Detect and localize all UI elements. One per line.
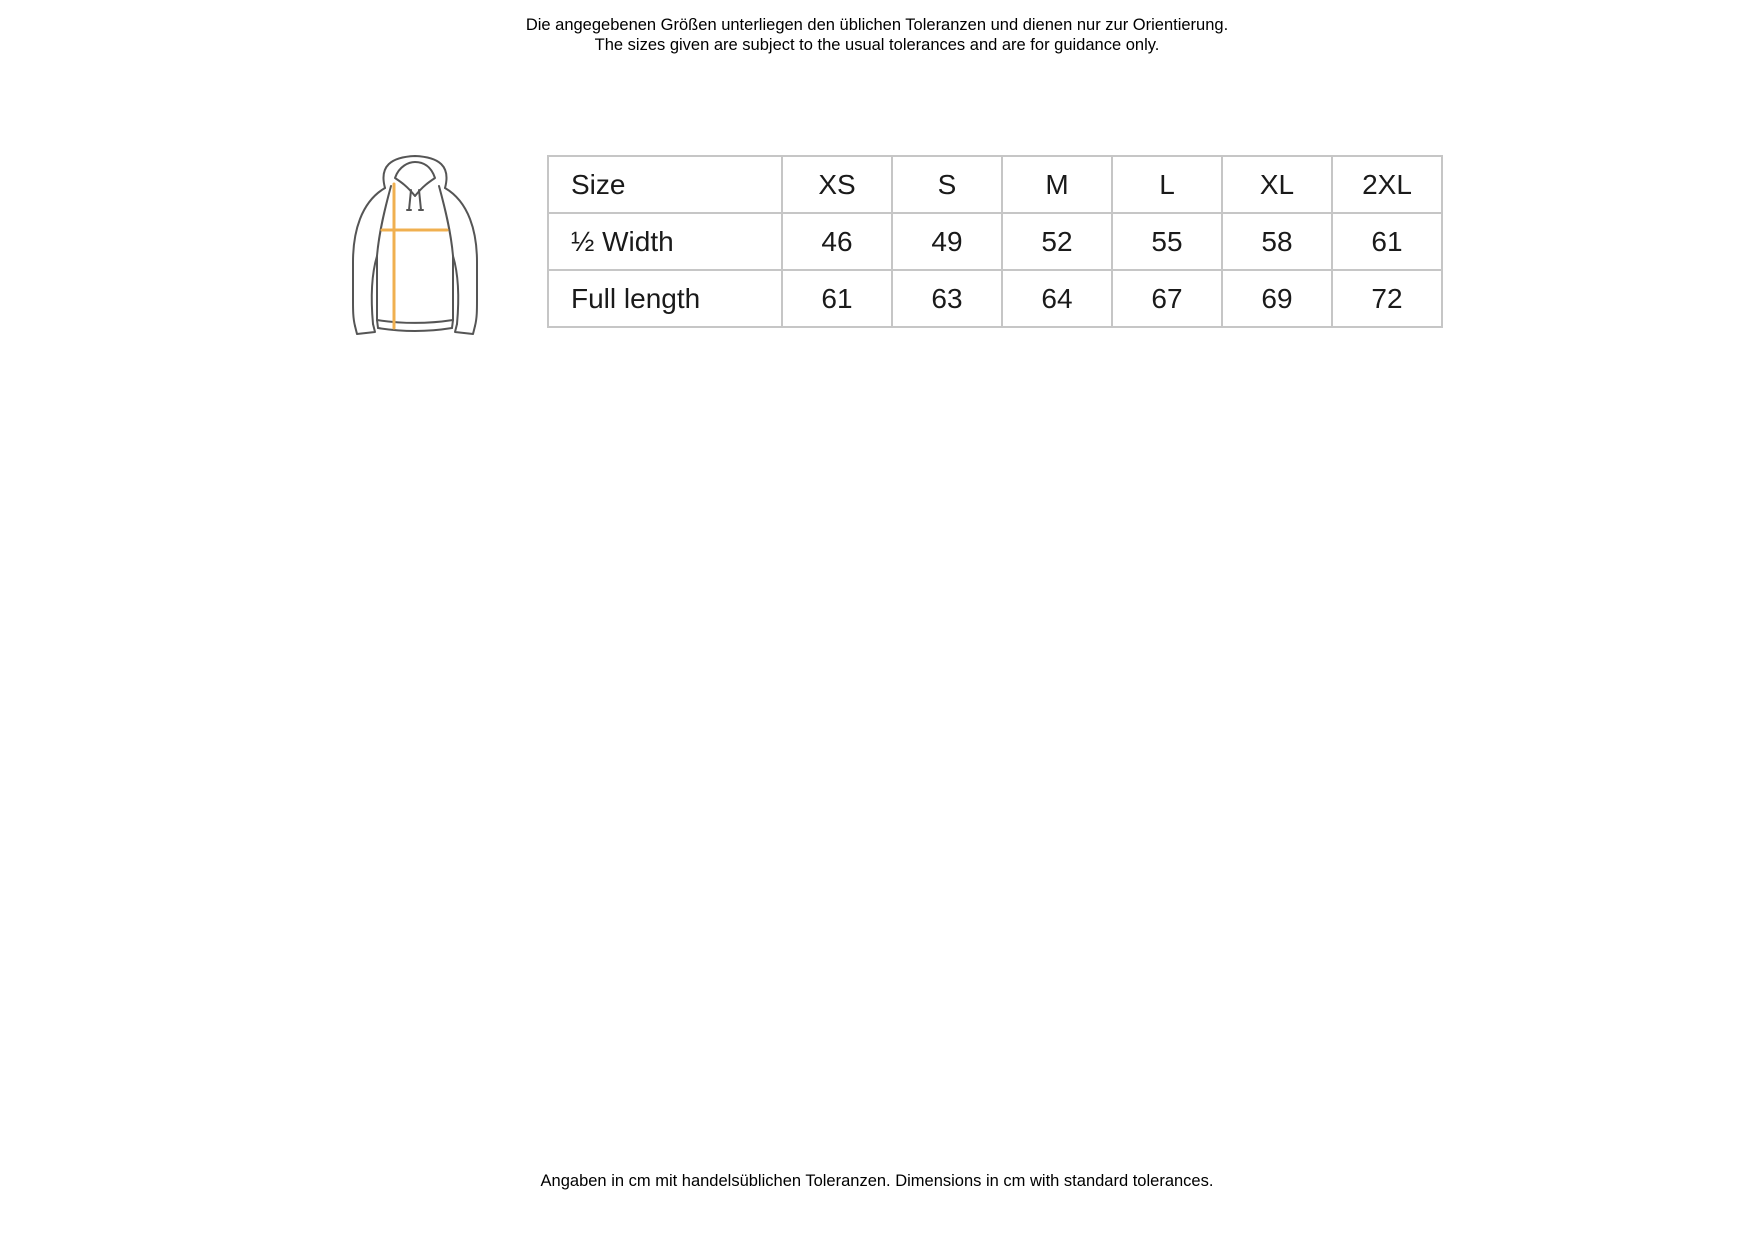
tolerance-note-german: Die angegebenen Größen unterliegen den üblichen Toleranzen und dienen nur zur Orientierung. [525,16,1229,34]
full-length-row [548,270,1442,327]
hoodie-icon [333,152,498,337]
size-cell-xs: XS [782,156,892,213]
tolerance-note-english: The sizes given are subject to the usual tolerances and are for guidance only. [594,36,1160,54]
full-length-cell-s: 63 [892,270,1002,327]
full-length-cell-m: 64 [1002,270,1112,327]
full-length-cell-2xl: 72 [1332,270,1442,327]
size-cell-m: M [1002,156,1112,213]
hoodie-illustration [333,152,498,337]
half-width-row [548,213,1442,270]
size-cell-xl: XL [1222,156,1332,213]
dimensions-footer-note: Angaben in cm mit handelsüblichen Toleranzen. Dimensions in cm with standard tolerances. [540,1172,1214,1190]
full-length-cell-xl: 69 [1222,270,1332,327]
full-length-cell-xs: 61 [782,270,892,327]
half-width-cell-xs: 46 [782,213,892,270]
size-row-label: Size [548,156,782,213]
full-length-row-label: Full length [548,270,782,327]
size-cell-s: S [892,156,1002,213]
size-chart-table [547,155,1443,328]
half-width-cell-l: 55 [1112,213,1222,270]
size-cell-2xl: 2XL [1332,156,1442,213]
size-row [548,156,1442,213]
half-width-cell-2xl: 61 [1332,213,1442,270]
half-width-row-label: ½ Width [548,213,782,270]
full-length-cell-l: 67 [1112,270,1222,327]
half-width-cell-xl: 58 [1222,213,1332,270]
size-cell-l: L [1112,156,1222,213]
half-width-cell-s: 49 [892,213,1002,270]
half-width-cell-m: 52 [1002,213,1112,270]
